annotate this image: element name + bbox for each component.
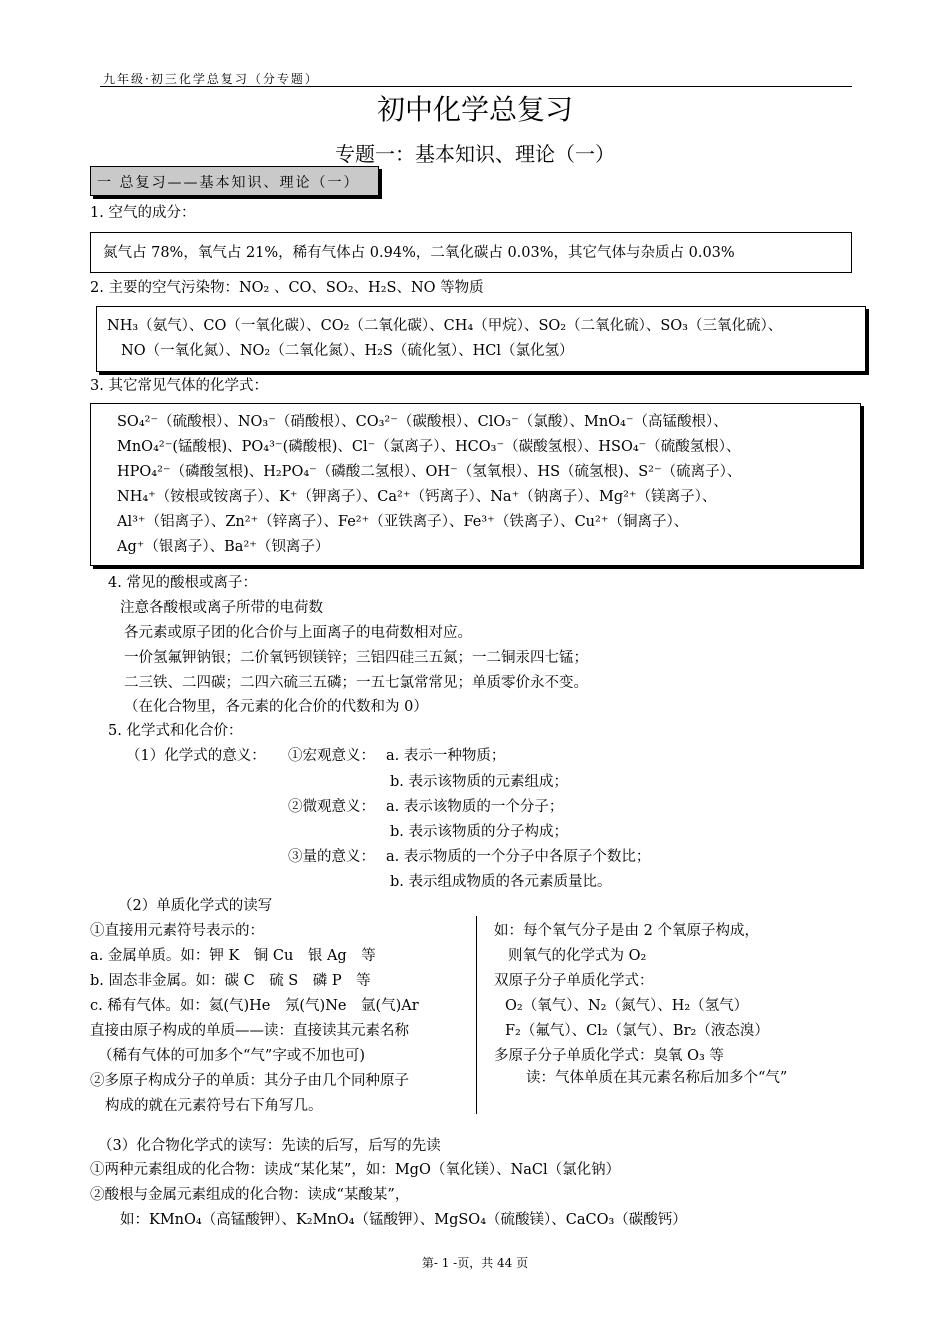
s2-box-line: NO（一氧化氮）、NO₂（二氧化氮）、H₂S（硫化氢）、HCl（氯化氢）	[121, 343, 574, 359]
s5-p3-line: （3）化合物化学式的读写：先读的后写，后写的先读	[98, 1138, 441, 1154]
s5-p2-left-line: ①直接用元素符号表示的：	[90, 923, 264, 939]
s5-p2-right-line: O₂（氧气）、N₂（氮气）、H₂（氢气）	[505, 998, 749, 1014]
s5-p2-left-line: a. 金属单质。如：钾 K 铜 Cu 银 Ag 等	[90, 948, 376, 964]
s1-heading: 1. 空气的成分：	[90, 205, 196, 221]
s1-box	[90, 232, 852, 273]
s4-line: （在化合物里，各元素的化合价的代数和为 0）	[124, 699, 428, 715]
s5-p3-line: ①两种元素组成的化合物：读成“某化某”，如：MgO（氧化镁）、NaCl（氯化钠）	[90, 1162, 621, 1178]
page-subtitle: 专题一：基本知识、理论（一）	[335, 142, 615, 166]
s5-p1-text: a. 表示物质的一个分子中各原子个数比；	[386, 849, 651, 865]
s2-box-line: NH₃（氨气）、CO（一氧化碳）、CO₂（二氧化碳）、CH₄（甲烷）、SO₂（二氧化硫）、SO₃（三氧化硫）、	[107, 318, 783, 334]
s5-p1-text: b. 表示该物质的元素组成；	[390, 774, 568, 790]
s5-p1-lead: （1）化学式的意义：	[126, 748, 266, 764]
s5-p2-left-line: （稀有气体的可加多个“气”字或不加也可)	[98, 1048, 365, 1064]
section-banner	[90, 166, 379, 196]
s3-box-line: SO₄²⁻（硫酸根）、NO₃⁻（硝酸根）、CO₃²⁻（碳酸根）、ClO₃⁻（氯酸）、MnO₄⁻（高锰酸根）、	[117, 414, 728, 430]
s5-p2-right-line: 如：每个氧气分子是由 2 个氧原子构成，	[494, 923, 759, 939]
s2-heading: 2. 主要的空气污染物：NO₂ 、CO、SO₂、H₂S、NO 等物质	[90, 280, 484, 296]
s5-p2-left-line: 构成的就在元素符号右下角写几。	[105, 1098, 323, 1114]
running-head: 九年级·初三化学总复习（分专题）	[103, 72, 319, 86]
s5-p2-right-line: 双原子分子单质化学式：	[494, 973, 654, 989]
s4-line: 二三铁、二四碳；二四六硫三五磷；一五七氯常常见；单质零价永不变。	[124, 675, 588, 691]
s5-p1-text: a. 表示一种物质；	[386, 748, 506, 764]
s3-box-line: Al³⁺（铝离子）、Zn²⁺（锌离子）、Fe²⁺（亚铁离子）、Fe³⁺（铁离子）、Cu²⁺（铜离子）、	[117, 514, 689, 530]
s5-p2-right-line: 多原子分子单质化学式：臭氧 O₃ 等	[494, 1048, 724, 1064]
page-number: 第- 1 -页，共 44 页	[421, 1256, 529, 1270]
s4-line: 各元素或原子团的化合价与上面离子的电荷数相对应。	[124, 625, 472, 641]
s1-box-text: 氮气占 78%，氧气占 21%，稀有气体占 0.94%，二氧化碳占 0.03%，其它气体与杂质占 0.03%	[103, 245, 735, 261]
s5-p1-text: a. 表示该物质的一个分子；	[386, 799, 564, 815]
s3-box-line: NH₄⁺（铵根或铵离子）、K⁺（钾离子）、Ca²⁺（钙离子）、Na⁺（钠离子）、Mg²⁺（镁离子）、	[117, 489, 717, 505]
s3-box-line: Ag⁺（银离子）、Ba²⁺（钡离子）	[117, 539, 330, 555]
s5-p1-text: b. 表示该物质的分子构成；	[390, 824, 568, 840]
s4-line: 一价氢氟钾钠银；二价氧钙钡镁锌；三铝四硅三五氮；一二铜汞四七锰；	[124, 650, 588, 666]
s5-p1-text: b. 表示组成物质的各元素质量比。	[390, 874, 612, 890]
s3-heading: 3. 其它常见气体的化学式：	[90, 378, 268, 394]
s5-p1-label: ②微观意义：	[288, 799, 375, 815]
page-title: 初中化学总复习	[376, 93, 573, 126]
section-banner-label: 一 总复习——基本知识、理论（一）	[97, 175, 360, 191]
s5-p2-right-line: F₂（氟气）、Cl₂（氯气）、Br₂（液态溴）	[505, 1023, 769, 1039]
s5-heading: 5. 化学式和化合价：	[108, 723, 243, 739]
column-divider	[476, 916, 477, 1114]
s4-line: 4. 常见的酸根或离子：	[108, 575, 257, 591]
s5-p2-left-line: ②多原子构成分子的单质：其分子由几个同种原子	[90, 1073, 409, 1089]
s5-p2-left-line: c. 稀有气体。如：氦(气)He 氖(气)Ne 氩(气)Ar	[90, 998, 419, 1014]
s5-p2-left-line: b. 固态非金属。如：碳 C 硫 S 磷 P 等	[90, 973, 371, 989]
s5-p2-right-line: 则氧气的化学式为 O₂	[508, 948, 647, 964]
s3-box-line: MnO₄²⁻(锰酸根)、PO₄³⁻(磷酸根)、Cl⁻（氯离子）、HCO₃⁻（碳酸氢根）、HSO₄⁻（硫酸氢根）、	[117, 439, 741, 455]
s3-box	[90, 403, 861, 566]
s5-p1-label: ③量的意义：	[288, 849, 375, 865]
header-rule	[100, 86, 852, 87]
s5-p2-heading: （2）单质化学式的读写	[118, 898, 273, 914]
s2-box	[96, 306, 866, 372]
s5-p3-line: ②酸根与金属元素组成的化合物：读成“某酸某”，	[90, 1187, 410, 1203]
s5-p2-right-line: 读：气体单质在其元素名称后加多个“气”	[526, 1070, 788, 1086]
s5-p3-line: 如：KMnO₄（高锰酸钾）、K₂MnO₄（锰酸钾）、MgSO₄（硫酸镁）、CaCO₃（碳酸钙）	[120, 1212, 687, 1228]
s5-p2-left-line: 直接由原子构成的单质——读：直接读其元素名称	[90, 1023, 409, 1039]
s3-box-line: HPO₄²⁻（磷酸氢根)、H₂PO₄⁻（磷酸二氢根）、OH⁻（氢氧根）、HS（硫氢根)、S²⁻（硫离子）、	[117, 464, 742, 480]
s5-p1-label: ①宏观意义：	[288, 748, 375, 764]
s4-line: 注意各酸根或离子所带的电荷数	[120, 600, 323, 616]
